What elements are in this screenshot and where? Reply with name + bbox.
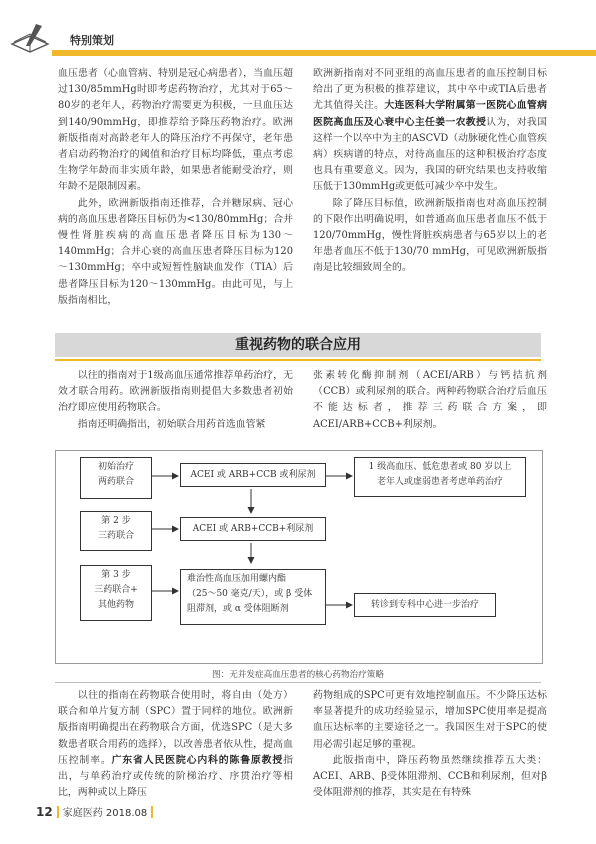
step3-note-box: 转诊到专科中心进一步治疗 [354,593,496,617]
step1-note-box: 1 级高血压、低危患者或 80 岁以上 老年人或虚弱患者考虑单药治疗 [354,457,526,497]
bottom-left-column [58,688,293,801]
expert-name: 大连医科大学附属第一医院心血管病医院高血压及心衰中心主任姜一农教授 [313,100,547,128]
page-number: 12 [36,805,53,819]
step2-drug-box: ACEI 或 ARB+CCB+利尿剂 [180,517,326,541]
section-heading-band [55,333,541,357]
paragraph: 此版指南中，降压药物虽然继续推荐五大类：ACEI、ARB、β受体阻滞剂、CCB和利尿剂，但对β受体阻滞剂的推荐，其实是在有特殊 [313,754,547,799]
paragraph: 药物组成的SPC可更有效地控制血压。不少降压达标率显著提升的成功经验显示，增加SPC使用率是提高血压达标率的主要途径之一。我国医生对于SPC的使用必需引起足够的重视。 [313,690,547,750]
paragraph: 此外，欧洲新版指南还推荐，合并糖尿病、冠心病的高血压患者降压目标仍为<130/80mmHg；合并慢性肾脏疾病的高血压患者降压目标为130～140mmHg；合并心衰的高血压患者降压目标为120～130mmHg；卒中或短暂性脑缺血发作（TIA）后患者降压目标为120～130mmHg。由此可见，与上版指南相比， [58,197,293,306]
paragraph: 血压患者（心血管病、特别是冠心病患者），当血压超过130/85mmHg时即考虑药物治疗，尤其对于65～80岁的老年人，药物治疗需要更为积极，一旦血压达到140/90mmHg，即推荐给予降压药物治疗。欧洲新版指南对高龄老年人的降压治疗不再保守，老年患者启动药物治疗的阈值和治疗目标均降低，重点考虑生物学年龄而非实质年龄，如果患者能耐受治疗，则年龄不是限制因素。 [58,68,293,193]
paragraph: 以往的指南对于1级高血压通常推荐单药治疗，无效才联合用药。欧洲新版指南则提倡大多数患者初始治疗即应使用药物联合。 [58,370,293,414]
figure-caption: 图：无并发症高血压患者的核心药物治疗策略 [212,670,384,680]
page-header [0,22,596,58]
step3-label-box: 第 3 步 三药联合+ 其他药物 [80,565,152,621]
step2-label-box: 第 2 步 三药联合 [80,511,152,551]
caption-rule [55,682,541,683]
paragraph: 指南还明确指出，初始联合用药首选血管紧 [77,418,266,430]
paragraph: 以往的指南在药物联合使用时，将自由（处方）联合和单片复方制（SPC）置于同样的地位。欧洲新版指南明确提出在药物联合方面，优选SPC（是大多数患者联合用药的选择），以改善患者依从性，提高血压控制率。广东省人民医院心内科的陈鲁原教授指出，与单药治疗或传统的阶梯治疗、序贯治疗等相比，两种或以上降压 [58,690,293,799]
footer-accent-bar [57,806,59,818]
mid-right-column [313,368,547,433]
paragraph: 张素转化酶抑制剂（ACEI/ARB）与钙拮抗剂（CCB）或利尿剂的联合。两种药物联合治疗后血压不能达标者，推荐三药联合方案，即ACEI/ARB+CCB+利尿剂。 [313,370,547,430]
page-footer [36,804,157,819]
treatment-flowchart [55,450,543,664]
bottom-right-column [313,688,547,801]
step1-drug-box: ACEI 或 ARB+CCB 或利尿剂 [180,463,326,487]
paragraph: 除了降压目标值，欧洲新版指南也对高血压控制的下限作出明确说明，如普通高血压患者血压不低于120/70mmHg，慢性肾脏疾病患者与65岁以上的老年患者血压不低于130/70 mmHg，可见欧洲新版指南是比较细致周全的。 [313,197,547,274]
step1-label-box: 初始治疗 两药联合 [80,457,152,499]
header-accent-rule [52,50,596,56]
section-heading: 重视药物的联合应用 [235,337,361,353]
step3-drug-box: 难治性高血压加用螺内酯 （25～50 毫克/天），或 β 受体 阻滞剂，或 α 受体阻断剂 [180,569,326,625]
mid-left-column [58,368,293,433]
footer-accent-bar [151,806,153,818]
expert-name: 广东省人民医院心内科的陈鲁原教授 [111,754,284,766]
journal-name: 家庭医药 2018.08 [62,808,148,819]
heading-accent-rule [55,359,541,361]
top-left-column [58,66,293,309]
section-label: 特别策划 [70,34,114,47]
top-right-column [313,66,547,277]
paragraph: 欧洲新指南对不同亚组的高血压患者的血压控制目标给出了更为积极的推荐建议，其中卒中或TIA后患者尤其值得关注。大连医科大学附属第一医院心血管病医院高血压及心衰中心主任姜一农教授认为，对我国这样一个以卒中为主的ASCVD（动脉硬化性心血管疾病）疾病谱的特点，对待高血压的这种积极治疗态度也具有重要意义。因为，我国的研究结果也支持收缩压低于130mmHg或更低可减少卒中发生。 [313,68,548,193]
book-pen-icon [8,22,54,54]
